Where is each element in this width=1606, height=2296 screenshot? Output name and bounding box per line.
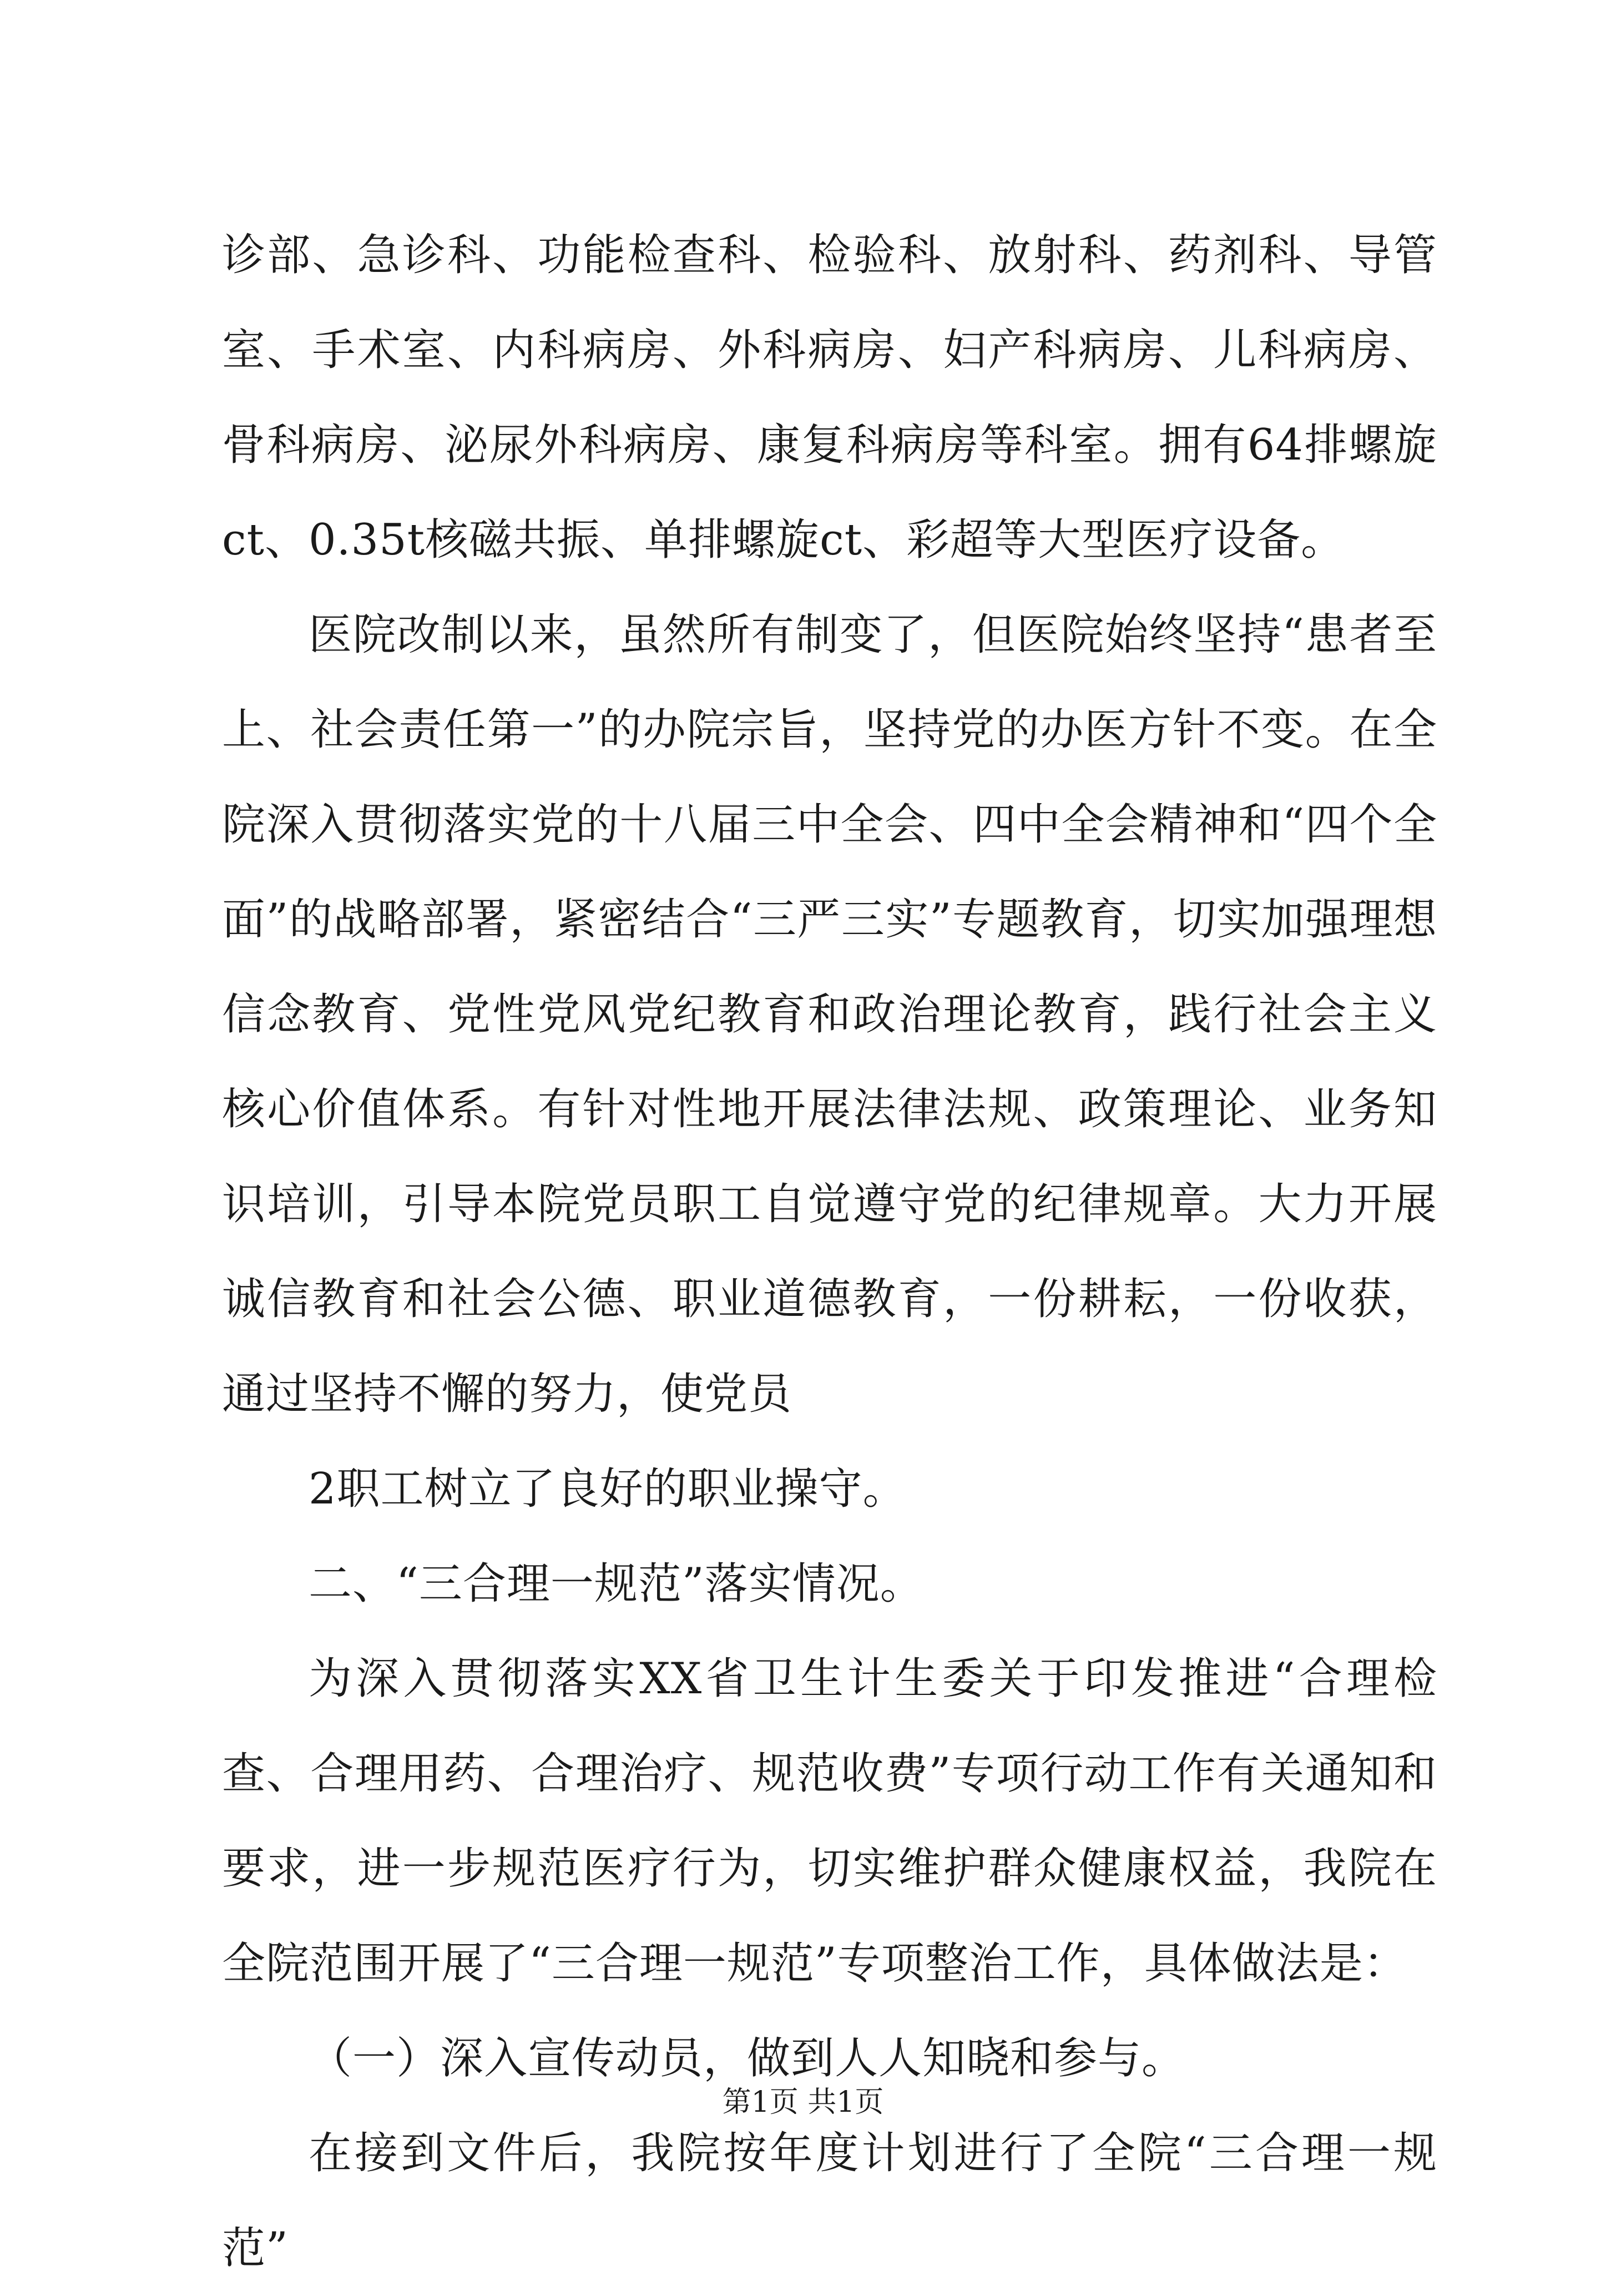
subsection-heading-one: （一）深入宣传动员，做到人人知晓和参与。 <box>309 2033 1186 2083</box>
paragraph-special-action: 为深入贯彻落实XX省卫生计生委关于印发推进“合理检查、合理用药、合理治疗、规范收费”专项行动工作有关通知和要求，进一步规范医疗行为，切实维护群众健康权益，我院在全院范围开展了“三合理一规范”专项整治工作，具体做法是： <box>222 1654 1437 1989</box>
document-body <box>222 208 1437 2296</box>
paragraph-continued: 诊部、急诊科、功能检查科、检验科、放射科、药剂科、导管室、手术室、内科病房、外科病房、妇产科病房、儿科病房、骨科病房、泌尿外科病房、康复科病房等科室。拥有64排螺旋ct、0.35t核磁共振、单排螺旋ct、彩超等大型医疗设备。 <box>222 230 1437 565</box>
section-heading-two: 二、“三合理一规范”落实情况。 <box>309 1559 924 1609</box>
paragraph-hospital-reform: 医院改制以来，虽然所有制变了，但医院始终坚持“患者至上、社会责任第一”的办院宗旨，坚持党的办医方针不变。在全院深入贯彻落实党的十八届三中全会、四中全会精神和“四个全面”的战略部署，紧密结合“三严三实”专题教育，切实加强理想信念教育、党性党风党纪教育和政治理论教育，践行社会主义核心价值体系。有针对性地开展法律法规、政策理论、业务知识培训，引导本院党员职工自觉遵守党的纪律规章。大力开展诚信教育和社会公德、职业道德教育，一份耕耘，一份收获，通过坚持不懈的努力，使党员 <box>222 610 1437 1419</box>
paragraph-staff-ethics: 2职工树立了良好的职业操守。 <box>309 1464 907 1514</box>
paragraph-annual-plan: 在接到文件后，我院按年度计划进行了全院“三合理一规范” <box>222 2128 1437 2273</box>
page-footer: 第1页 共1页 <box>722 2086 884 2119</box>
